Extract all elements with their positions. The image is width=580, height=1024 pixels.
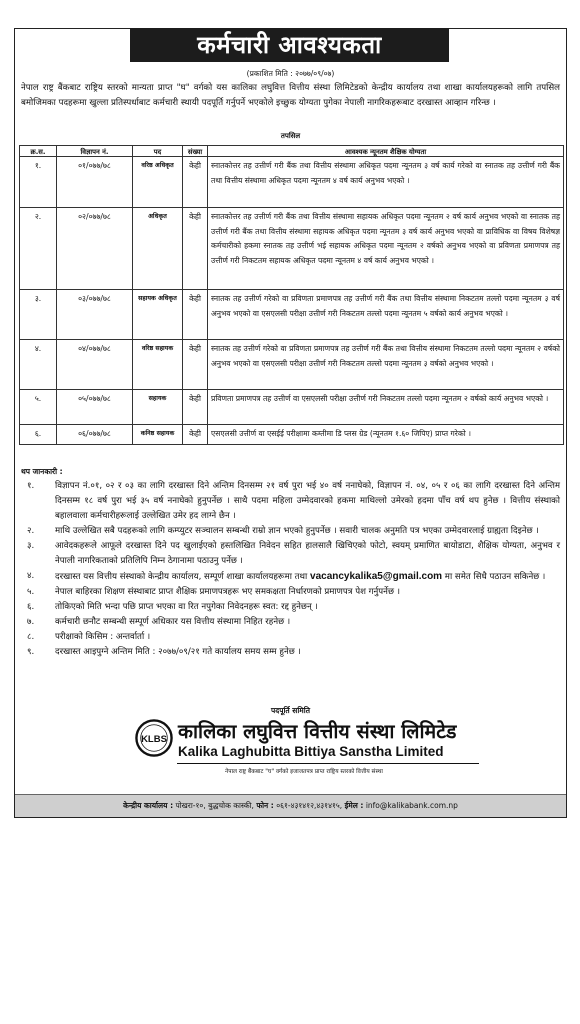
row-count: केही (183, 290, 208, 340)
item-text: कर्मचारी छनौट सम्बन्धी सम्पूर्ण अधिकार यस वित्तीय संस्थामा निहित रहनेछ । (55, 617, 291, 627)
header-post: पद (133, 146, 183, 157)
org-tagline: नेपाल राष्ट्र बैंकबाट "घ" वर्गको इजाजतपत्र प्राप्त राष्ट्रिय स्तरको वित्तीय संस्था (225, 769, 383, 775)
row-post: सहायक (133, 390, 183, 425)
row-sn: ३. (20, 290, 57, 340)
row-post: सहायक अधिकृत (133, 290, 183, 340)
committee-label: पदपूर्ति समिति (270, 706, 311, 715)
row-ad-no: ०१/०७७/७८ (57, 157, 133, 208)
row-qualification: स्नातकोत्तर तह उत्तीर्ण गरी बैंक तथा वित्तीय संस्थामा सहायक अधिकृत पदमा न्यूनतम २ वर्ष कार्य अनुभव भएको वा स्नातक तह उत्तीर्ण गरी बैंक तथा वित्तीय संस्थामा सहायक अधिकृत पदमा न्यूनतम ३ वर्ष कार्य अनुभव भएको वा प्राविधिक वा विषय विशेषज्ञ कर्मचारीको हकमा स्नातक तह उत्तीर्ण भई सहायक अधिकृत पदमा न्यूनतम २ वर्षको अनुभव भएको वा प्रविणता प्रमाणपत्र तह उत्तीर्ण गरी निकटतम सहायक अधिकृत पदमा न्यूनतम ४ वर्ष कार्य अनुभव भएको । (208, 208, 564, 290)
item-number: ८. (27, 632, 35, 642)
row-count: केही (183, 390, 208, 425)
item-text: परीक्षाको किसिम : अन्तर्वार्ता । (55, 632, 151, 642)
item-text: दरखास्त आइपुग्ने अन्तिम मिति : २०७७/०९/२१ गते कार्यालय समय सम्म हुनेछ । (55, 647, 301, 657)
row-post: वरिष्ठ अधिकृत (133, 157, 183, 208)
item-text: विज्ञापन नं.०१, ०२ र ०३ का लागि दरखास्त दिने अन्तिम दिनसम्म २१ वर्ष पुरा भई ४० वर्ष ननाघेको, विज्ञापन नं. ०४, ०५ र ०६ का लागि दरखास्त दिने अन्तिम दिनसम्म १८ वर्ष पुरा भई ३५ वर्ष ननाघेको हुनुपर्नेछ । साथै पदमा महिला उम्मेदवारको हकमा माथिल्लो उमेरको हदमा पाँच वर्ष थप हुनेछ । वित्तीय संस्थाको बहालवाला कर्मचारीहरूलाई उल्लेखित उमेर हद लाग्ने छैन । (55, 481, 560, 521)
klbs-logo-icon (135, 719, 173, 757)
list-item (21, 645, 560, 660)
table-row (20, 290, 564, 340)
row-count: केही (183, 340, 208, 390)
intro-paragraph: नेपाल राष्ट्र बैंकबाट राष्ट्रिय स्तरको मान्यता प्राप्त "घ" वर्गको यस कालिका लघुवित्त वित्तीय संस्था लिमिटेडको केन्द्रीय कार्यालय तथा शाखा कार्यालयहरूको लागि तपसिल बमोजिमका पदहरूमा खुल्ला प्रतिस्पर्धाबाट कर्मचारी स्थायी पदपूर्ति गर्नुपर्ने भएकोले इच्छुक योग्यता पुगेका नेपाली नागरिकहरूबाट दरखास्त आव्हान गरिन्छ । (21, 83, 560, 108)
row-qualification: स्नातक तह उत्तीर्ण गरेको वा प्रविणता प्रमाणपत्र तह उत्तीर्ण गरी बैंक तथा वित्तीय संस्थामा निकटतम तल्लो पदमा न्यूनतम ३ वर्ष अनुभव भएको वा एसएलसी परीक्षा उत्तीर्ण गरी निकटतम तल्लो पदमा न्यूनतम ५ वर्षको कार्य अनुभव भएको । (208, 290, 564, 340)
item-text: माथि उल्लेखित सबै पदहरूको लागि कम्प्युटर सञ्चालन सम्बन्धी राम्रो ज्ञान भएको हुनुपर्नेछ । सवारी चालक अनुमति पत्र भएका उम्मेदवारलाई ग्राह्यता दिइनेछ । (55, 526, 539, 536)
job-vacancy-notice (14, 28, 567, 818)
item-text: नेपाल बाहिरका शिक्षण संस्थाबाट प्राप्त शैक्षिक प्रमाणपत्रहरू भए समकक्षता निर्धारणको प्रमाणपत्र पेश गर्नुपर्नेछ । (55, 587, 400, 597)
table-header-row (20, 146, 564, 157)
other-info-list (21, 479, 560, 660)
contact-bar (15, 794, 566, 817)
row-ad-no: ०४/०७७/७८ (57, 340, 133, 390)
list-item (21, 524, 560, 539)
row-sn: ५. (20, 390, 57, 425)
contact-address: पोखरा-१०, बुद्धचोक कास्की, (173, 801, 257, 810)
list-item (21, 630, 560, 645)
item-number: ९. (27, 647, 35, 657)
org-name-nepali: कालिका लघुवित्त वित्तीय संस्था लिमिटेड (178, 720, 457, 743)
vacancy-email-link[interactable]: vacancykalika5@gmail.com (310, 571, 443, 582)
row-count: केही (183, 425, 208, 445)
item-number: ३. (27, 541, 35, 551)
row-qualification: स्नातक तह उत्तीर्ण गरेको वा प्रविणता प्रमाणपत्र तह उत्तीर्ण गरी बैंक तथा वित्तीय संस्थामा निकटतम तल्लो पदमा न्यूनतम २ वर्षको अनुभव भएको वा एसएलसी परीक्षा उत्तीर्ण गरी निकटतम तल्लो पदमा न्यूनतम ३ वर्षको अनुभव भएको । (208, 340, 564, 390)
header-count: संख्या (183, 146, 208, 157)
row-post: अधिकृत (133, 208, 183, 290)
row-ad-no: ०३/०७७/७८ (57, 290, 133, 340)
table-row (20, 208, 564, 290)
contact-phone: ०६१-४३१४१२,४३१४१५, (273, 801, 345, 810)
item-number: १. (27, 481, 35, 491)
logo-text: KLBS (141, 733, 167, 745)
row-sn: ४. (20, 340, 57, 390)
table-row (20, 157, 564, 208)
publication-date: (प्रकाशित मिति : २०७७/०९/०७) (246, 69, 335, 78)
notice-title: कर्मचारी आवश्यकता (130, 28, 449, 62)
table-row (20, 390, 564, 425)
row-qualification: स्नातकोत्तर तह उत्तीर्ण गरी बैंक तथा वित्तीय संस्थामा अधिकृत पदमा न्यूनतम ३ वर्ष कार्य गरेको वा स्नातक तह उत्तीर्ण गरी बैंक तथा वित्तीय संस्थामा अधिकृत पदमा न्यूनतम ४ वर्ष कार्य अनुभव भएको । (208, 157, 564, 208)
row-count: केही (183, 208, 208, 290)
row-qualification: एसएलसी उत्तीर्ण वा एसईई परीक्षामा कम्तीमा डि प्लस ग्रेड (न्यूनतम १.६० जिपिए) प्राप्त गरेको । (208, 425, 564, 445)
contact-email-link[interactable]: info@kalikabank.com.np (363, 801, 458, 810)
row-ad-no: ०२/०७७/७८ (57, 208, 133, 290)
list-item (21, 600, 560, 615)
item-number: ६. (27, 602, 35, 612)
row-count: केही (183, 157, 208, 208)
item-text: आवेदकहरूले आफूले दरखास्त दिने पद खुलाईएको हस्तलिखित निवेदन सहित हालसालै खिचिएको फोटो, स्वयम् प्रमाणित बायोडाटा, शैक्षिक योग्यता, अनुभव र नेपाली नागरिकताको प्रतिलिपि निम्न ठेगानामा पठाउनु पर्नेछ । (55, 541, 560, 566)
header-ad-no: विज्ञापन नं. (57, 146, 133, 157)
row-sn: २. (20, 208, 57, 290)
table-row (20, 340, 564, 390)
list-item (21, 539, 560, 569)
item-text-after-email: मा समेत सिधै पठाउन सकिनेछ । (442, 572, 546, 582)
row-post: कनिष्ठ सहायक (133, 425, 183, 445)
vacancy-table (19, 145, 564, 445)
org-name-english: Kalika Laghubitta Bittiya Sanstha Limited (178, 744, 444, 759)
email-label: ईमेल : (344, 801, 364, 810)
schedule-label: तपसिल (280, 132, 301, 140)
item-number: ७. (27, 617, 35, 627)
row-post: वरिष्ठ सहायक (133, 340, 183, 390)
contact-label: केन्द्रीय कार्यालय : (123, 801, 174, 810)
table-row (20, 425, 564, 445)
other-info-label: थप जानकारी : (21, 467, 63, 476)
item-number: २. (27, 526, 35, 536)
row-sn: ६. (20, 425, 57, 445)
item-text-before-email: दरखास्त यस वित्तीय संस्थाको केन्द्रीय कार्यालय, सम्पूर्ण शाखा कार्यालयहरूमा तथा (55, 572, 311, 582)
header-sn: क्र.स. (20, 146, 57, 157)
list-item (21, 479, 560, 524)
row-sn: १. (20, 157, 57, 208)
item-number: ५. (27, 587, 35, 597)
phone-label: फोन : (256, 801, 274, 810)
row-ad-no: ०५/०७७/७८ (57, 390, 133, 425)
row-ad-no: ०६/०७७/७८ (57, 425, 133, 445)
divider (177, 763, 479, 764)
list-item (21, 615, 560, 630)
row-qualification: प्रविणता प्रमाणपत्र तह उत्तीर्ण वा एसएलसी परीक्षा उत्तीर्ण गरी निकटतम तल्लो पदमा न्यूनतम २ वर्षको कार्य अनुभव भएको । (208, 390, 564, 425)
item-number: ४. (27, 571, 35, 581)
list-item (21, 569, 560, 585)
header-qualification: आवश्यक न्यूनतम शैक्षिक योग्यता (208, 146, 564, 157)
item-text: तोकिएको मिति भन्दा पछि प्राप्त भएका वा रित नपुगेका निवेदनहरू स्वत: रद्द हुनेछन् । (55, 602, 318, 612)
list-item (21, 585, 560, 600)
item-text (55, 569, 560, 585)
